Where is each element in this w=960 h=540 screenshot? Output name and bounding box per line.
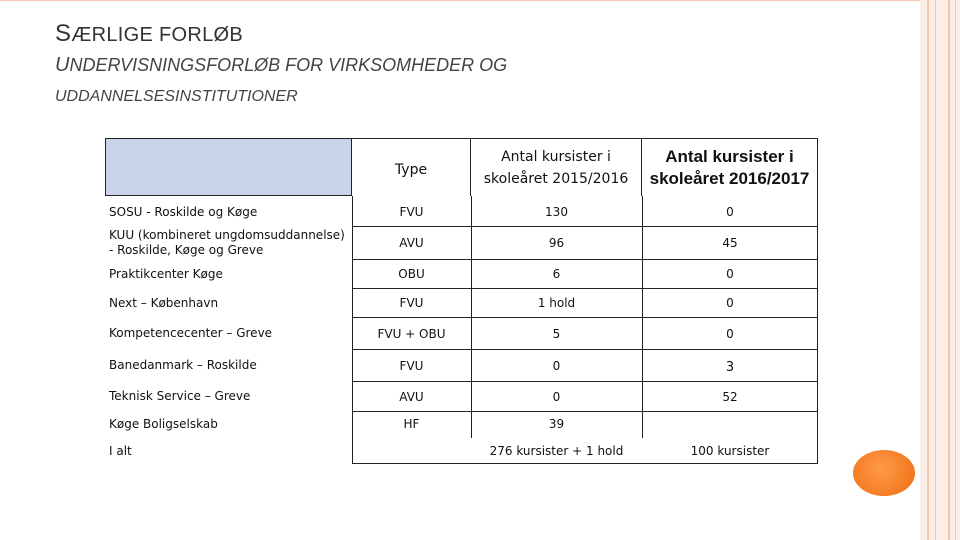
row-name: SOSU - Roskilde og Køge: [109, 204, 258, 219]
slide-subtitle-line-1: UNDERVISNINGSFORLØB FOR VIRKSOMHEDER OG: [55, 54, 508, 76]
row-type: FVU: [399, 205, 424, 219]
top-border-line: [0, 0, 920, 1]
total-type: [352, 439, 471, 463]
row-name: KUU (kombineret ungdomsuddannelse) - Roskilde, Køge og Greve: [109, 228, 345, 257]
row-2016: 52: [722, 389, 738, 404]
row-2016: 0: [726, 296, 734, 310]
header-empty-cell: [105, 138, 352, 196]
row-name: Kompetencecenter – Greve: [109, 326, 273, 340]
slide-subtitle-line-2: UDDANNELSESINSTITUTIONER: [55, 88, 298, 105]
row-name: Køge Boligselskab: [109, 416, 218, 431]
row-2016: 0: [726, 326, 734, 341]
row-type: AVU: [399, 389, 424, 404]
row-2016: 45: [722, 236, 738, 250]
row-name: Banedanmark – Roskilde: [109, 358, 257, 372]
row-2015: 39: [548, 417, 565, 431]
row-2015: 1 hold: [537, 296, 576, 310]
header-type: Type: [352, 138, 471, 196]
row-2015: 5: [552, 326, 561, 341]
total-2016: 100 kursister: [690, 444, 770, 458]
row-type: FVU: [399, 358, 424, 373]
row-name: Next – København: [109, 295, 219, 310]
row-2016: 0: [726, 205, 734, 219]
right-decorative-border: [920, 0, 960, 540]
total-2015: 276 kursister + 1 hold: [489, 444, 624, 458]
row-2016: [642, 412, 818, 436]
row-type: HF: [403, 417, 420, 431]
slide-title: SÆRLIGE FORLØB: [55, 20, 244, 47]
row-name: Teknisk Service – Greve: [109, 389, 251, 403]
row-type: FVU + OBU: [377, 326, 446, 341]
row-type: AVU: [399, 236, 424, 250]
row-2015: 96: [548, 236, 565, 250]
row-2015: 6: [552, 267, 561, 281]
row-2015: 130: [545, 205, 568, 219]
orange-circle-decoration: [853, 450, 915, 496]
row-type: OBU: [398, 267, 425, 281]
row-2016: 0: [726, 267, 734, 281]
total-label: I alt: [109, 443, 132, 458]
row-2015: 0: [552, 389, 561, 404]
row-name: Praktikcenter Køge: [109, 266, 223, 281]
row-2015: 0: [552, 358, 561, 373]
row-type: FVU: [399, 296, 424, 310]
header-2016-2017: Antal kursister i skoleåret 2016/2017: [642, 138, 818, 196]
row-2016: 3: [725, 360, 735, 375]
header-2015-2016: Antal kursister i skoleåret 2015/2016: [471, 138, 642, 196]
